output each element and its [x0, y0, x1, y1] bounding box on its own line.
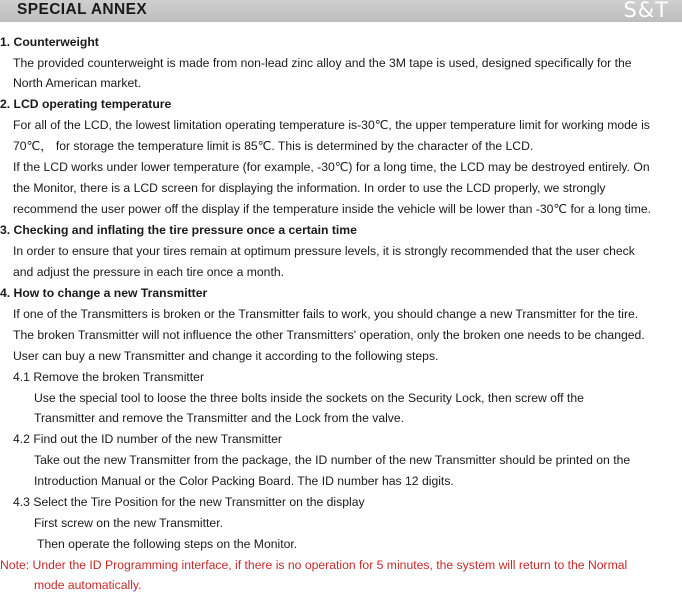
paragraph-line: User can buy a new Transmitter and change it according to the following steps.: [13, 349, 439, 363]
paragraph-line: If one of the Transmitters is broken or the Transmitter fails to work, you should change a new Transmitter for the tire.: [13, 307, 639, 321]
paragraph-line: The provided counterweight is made from non-lead zinc alloy and the 3M tape is used, designed specifically for the: [13, 56, 632, 70]
step-line: Take out the new Transmitter from the package, the ID number of the new Transmitter should be printed on the: [34, 453, 631, 467]
step-line: Then operate the following steps on the Monitor.: [37, 537, 298, 551]
step-line: Transmitter and remove the Transmitter and the Lock from the valve.: [34, 411, 405, 425]
paragraph-line: If the LCD works under lower temperature (for example, -30℃) for a long time, the LCD may be destroyed entirely. On: [13, 160, 650, 174]
header-bar: [0, 0, 682, 22]
paragraph-line: In order to ensure that your tires remain at optimum pressure levels, it is strongly recommended that the user check: [13, 244, 635, 258]
note-line: mode automatically.: [34, 578, 142, 592]
page-title: SPECIAL ANNEX: [17, 1, 148, 18]
section-heading-tire-pressure: 3. Checking and inflating the tire pressure once a certain time: [0, 223, 357, 237]
step-heading: 4.3 Select the Tire Position for the new Transmitter on the display: [13, 495, 365, 509]
note-line: Note: Under the ID Programming interface, if there is no operation for 5 minutes, the system will return to the Normal: [0, 558, 628, 572]
paragraph-line: recommend the user power off the display if the temperature inside the vehicle will be lower than -30℃ for a long time.: [13, 202, 652, 216]
section-heading-lcd: 2. LCD operating temperature: [0, 97, 172, 111]
step-heading: 4.2 Find out the ID number of the new Transmitter: [13, 432, 282, 446]
paragraph-line: North American market.: [13, 76, 142, 90]
brand-logo: S&T: [623, 0, 669, 22]
paragraph-line: The broken Transmitter will not influence the other Transmitters' operation, only the broken one needs to be changed.: [13, 328, 645, 342]
step-line: First screw on the new Transmitter.: [34, 516, 223, 530]
section-heading-counterweight: 1. Counterweight: [0, 35, 99, 49]
section-heading-transmitter: 4. How to change a new Transmitter: [0, 286, 208, 300]
step-heading: 4.1 Remove the broken Transmitter: [13, 370, 205, 384]
step-line: Introduction Manual or the Color Packing Board. The ID number has 12 digits.: [34, 474, 454, 488]
paragraph-line: the Monitor, there is a LCD screen for displaying the information. In order to use the LCD properly, we strongly: [13, 181, 606, 195]
step-line: Use the special tool to loose the three bolts inside the sockets on the Security Lock, then screw off the: [34, 391, 584, 405]
paragraph-line: For all of the LCD, the lowest limitation operating temperature is-30℃, the upper temperature limit for working mode is: [13, 118, 650, 132]
paragraph-line: and adjust the pressure in each tire once a month.: [13, 265, 284, 279]
paragraph-line: 70℃， for storage the temperature limit is 85℃. This is determined by the character of the LCD.: [13, 139, 534, 153]
